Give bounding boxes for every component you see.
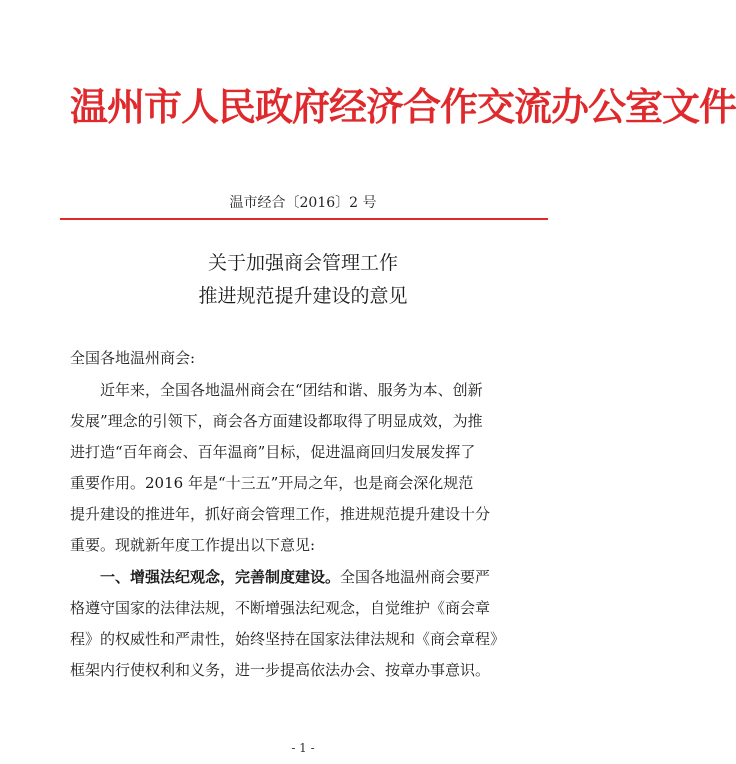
document-title-line-2: 推进规范提升建设的意见 — [198, 285, 408, 307]
recipient-line: 全国各地温州商会: — [70, 349, 196, 367]
org-header-title: 温州市人民政府经济合作交流办公室文件 — [70, 84, 736, 129]
body-line: 框架内行使权利和义务，进一步提高依法办会、按章办事意识。 — [70, 661, 491, 679]
body-line: 提升建设的推进年，抓好商会管理工作，推进规范提升建设十分 — [70, 505, 491, 523]
body-line: 发展”理念的引领下，商会各方面建设都取得了明显成效，为推 — [70, 412, 483, 430]
document-number: 温市经合〔2016〕2 号 — [229, 195, 377, 211]
page-number: - 1 - — [291, 741, 315, 755]
document-title-line-1: 关于加强商会管理工作 — [207, 252, 398, 274]
section-1-first-line-rest: 全国各地温州商会要严 — [340, 568, 491, 586]
red-divider-line — [60, 218, 548, 220]
section-1-heading: 一、增强法纪观念，完善制度建设。 — [100, 568, 341, 586]
section-1-first-line — [100, 566, 490, 587]
body-line: 格遵守国家的法律法规，不断增强法纪观念，自觉维护《商会章 — [70, 599, 491, 617]
body-line: 程》的权威性和严肃性，始终坚持在国家法律法规和《商会章程》 — [70, 630, 506, 648]
body-line: 进打造“百年商会、百年温商”目标，促进温商回归发展发挥了 — [70, 443, 476, 461]
body-line: 重要作用。2016 年是“十三五”开局之年，也是商会深化规范 — [70, 474, 474, 492]
body-line: 重要。现就新年度工作提出以下意见: — [70, 536, 316, 554]
body-line: 近年来，全国各地温州商会在“团结和谐、服务为本、创新 — [100, 381, 483, 399]
